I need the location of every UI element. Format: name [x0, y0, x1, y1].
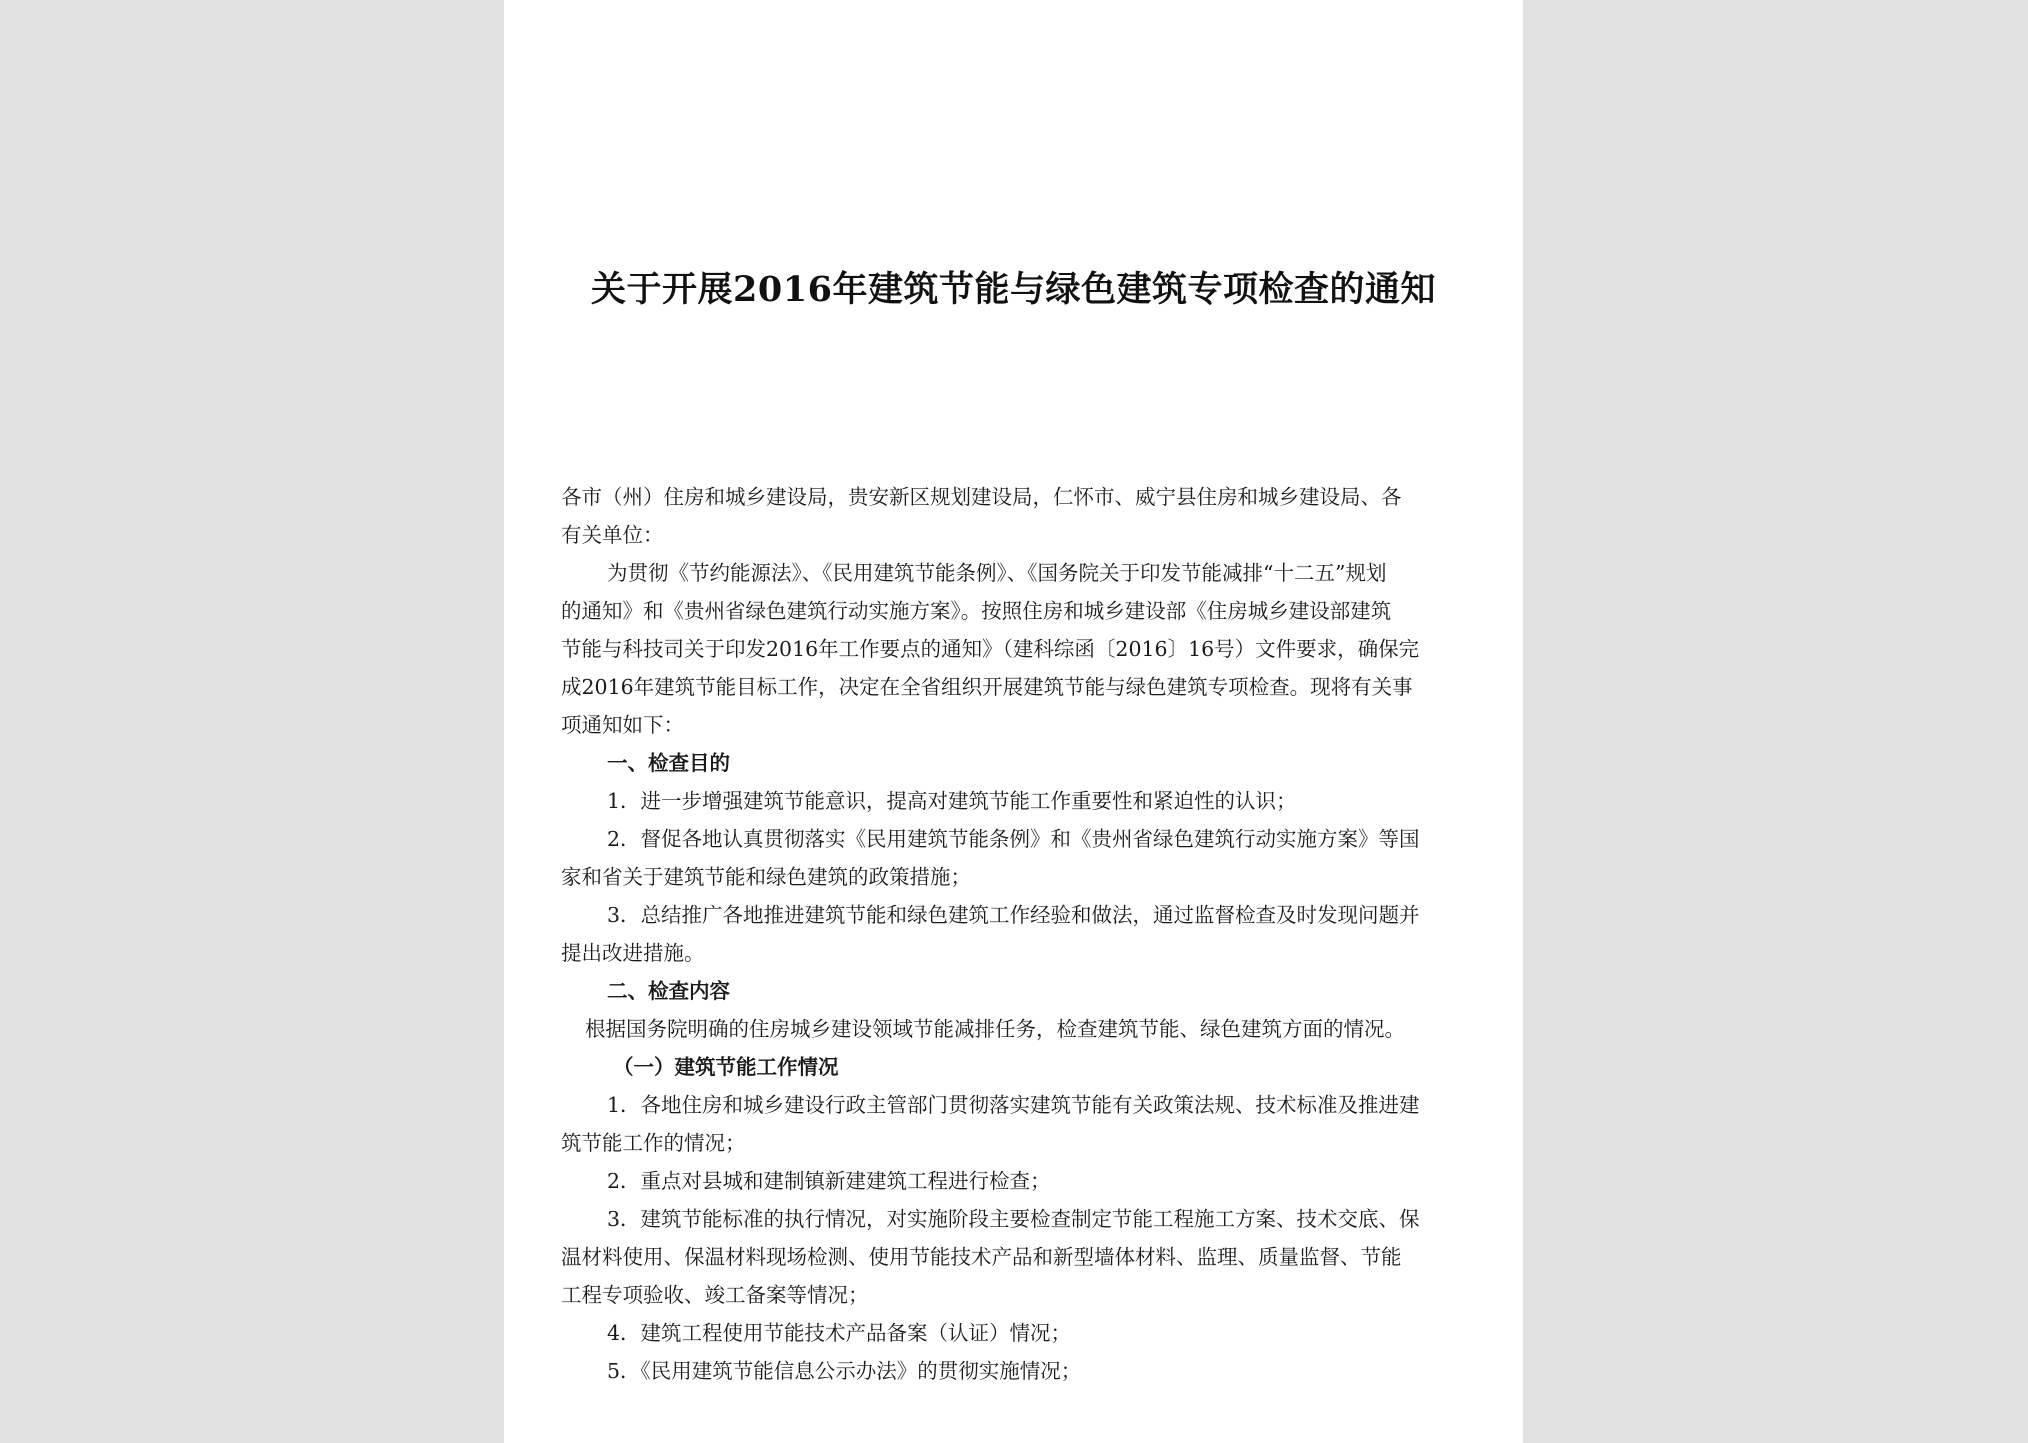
paragraph-line: 工程专项验收、竣工备案等情况；	[561, 1283, 869, 1307]
paragraph-line: 5．《民用建筑节能信息公示办法》的贯彻实施情况；	[607, 1359, 1082, 1383]
paragraph-line: 为贯彻《节约能源法》、《民用建筑节能条例》、《国务院关于印发节能减排“十二五”规划	[607, 561, 1387, 585]
document-body	[561, 478, 1466, 1390]
document-title: 关于开展2016年建筑节能与绿色建筑专项检查的通知	[591, 269, 1436, 310]
paragraph-line: 3．建筑节能标准的执行情况，对实施阶段主要检查制定节能工程施工方案、技术交底、保	[607, 1207, 1420, 1231]
paragraph-line: 筑节能工作的情况；	[561, 1131, 746, 1155]
paragraph-line: 有关单位：	[561, 523, 664, 547]
paragraph-line: 各市（州）住房和城乡建设局，贵安新区规划建设局，仁怀市、威宁县住房和城乡建设局、各	[561, 485, 1402, 509]
paragraph-line: 温材料使用、保温材料现场检测、使用节能技术产品和新型墙体材料、监理、质量监督、节能	[561, 1245, 1402, 1269]
paragraph-line: 1．各地住房和城乡建设行政主管部门贯彻落实建筑节能有关政策法规、技术标准及推进建	[607, 1093, 1420, 1117]
paragraph-line: 家和省关于建筑节能和绿色建筑的政策措施；	[561, 865, 971, 889]
document-page	[504, 0, 1523, 1443]
paragraph-line: 根据国务院明确的住房城乡建设领域节能减排任务，检查建筑节能、绿色建筑方面的情况。	[585, 1017, 1405, 1041]
paragraph-line: 成2016年建筑节能目标工作，决定在全省组织开展建筑节能与绿色建筑专项检查。现将有关事	[561, 675, 1413, 699]
paragraph-line: 的通知》和《贵州省绿色建筑行动实施方案》。按照住房和城乡建设部《住房城乡建设部建筑	[561, 599, 1392, 623]
section-heading: 二、检查内容	[607, 979, 730, 1003]
paragraph-line: 4．建筑工程使用节能技术产品备案（认证）情况；	[607, 1321, 1072, 1345]
paragraph-line: 2．重点对县城和建制镇新建建筑工程进行检查；	[607, 1169, 1051, 1193]
paragraph-line: 节能与科技司关于印发2016年工作要点的通知》（建科综函〔2016〕16号）文件要求，确保完	[561, 637, 1420, 661]
paragraph-line: 1．进一步增强建筑节能意识，提高对建筑节能工作重要性和紧迫性的认识；	[607, 789, 1297, 813]
paragraph-line: 提出改进措施。	[561, 941, 705, 965]
section-heading: （一）建筑节能工作情况	[613, 1055, 839, 1079]
paragraph-line: 3．总结推广各地推进建筑节能和绿色建筑工作经验和做法，通过监督检查及时发现问题并	[607, 903, 1420, 927]
paragraph-line: 项通知如下：	[561, 713, 684, 737]
section-heading: 一、检查目的	[607, 751, 730, 775]
paragraph-line: 2．督促各地认真贯彻落实《民用建筑节能条例》和《贵州省绿色建筑行动实施方案》等国	[607, 827, 1420, 851]
